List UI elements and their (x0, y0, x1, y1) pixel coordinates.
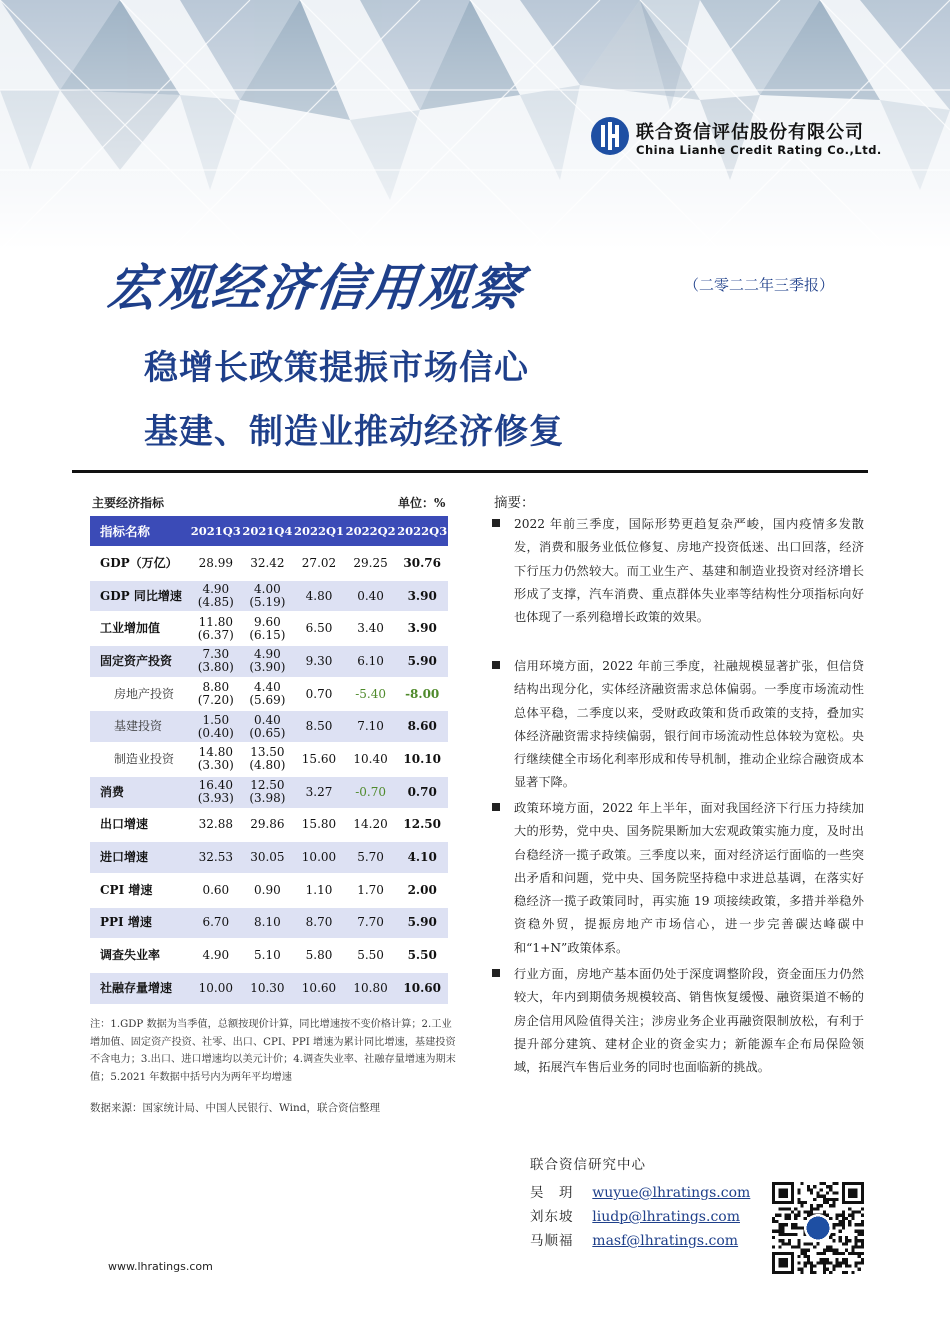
column-header: 2022Q1 (293, 516, 345, 546)
indicator-name: 房地产投资 (90, 677, 190, 710)
indicator-value (396, 775, 448, 808)
value-main: 7.10 (357, 719, 384, 734)
value-main: 4.90 (254, 647, 281, 662)
value-two-year-avg: (0.65) (249, 725, 286, 740)
indicator-value (345, 938, 397, 971)
value-two-year-avg: (3.90) (249, 660, 286, 675)
table-row (90, 709, 448, 742)
company-name-cn: 联合资信评估股份有限公司 (636, 122, 864, 143)
square-bullet-icon (492, 519, 500, 527)
indicator-value (345, 709, 397, 742)
indicator-value (190, 611, 242, 644)
indicator-value (396, 873, 448, 906)
indicator-value (396, 677, 448, 710)
indicator-value (293, 906, 345, 939)
value-main: 32.53 (198, 850, 233, 865)
value-main: 10.40 (353, 751, 388, 766)
indicator-value (345, 808, 397, 841)
indicator-value (242, 971, 294, 1004)
company-logo-icon (590, 116, 630, 156)
value-main: 2.00 (407, 882, 437, 897)
value-main: 30.05 (250, 850, 285, 865)
summary-title: 摘要： (494, 495, 535, 511)
summary-paragraph (492, 655, 864, 795)
value-main: 3.40 (357, 621, 384, 636)
contact-email-link[interactable]: masf@lhratings.com (592, 1233, 739, 1249)
value-main: 8.70 (305, 915, 333, 930)
table-row (90, 611, 448, 644)
value-two-year-avg: (3.80) (197, 660, 234, 675)
indicator-value (190, 742, 242, 775)
indicator-value (293, 579, 345, 612)
company-logo (590, 116, 880, 164)
qr-code-icon[interactable] (772, 1182, 864, 1274)
value-main: 1.50 (202, 712, 230, 727)
website-url[interactable]: www.lhratings.com (108, 1260, 213, 1273)
value-main: 0.70 (407, 784, 437, 799)
value-main: 16.40 (198, 778, 233, 793)
indicator-name: GDP 同比增速 (90, 579, 190, 612)
report-title: 宏观经济信用观察 (104, 259, 527, 317)
indicator-value (190, 579, 242, 612)
contact-person (530, 1205, 740, 1225)
indicator-value (190, 840, 242, 873)
value-main: 15.80 (301, 817, 337, 832)
value-two-year-avg: (4.85) (197, 595, 234, 610)
indicator-value (345, 873, 397, 906)
indicator-value (242, 677, 294, 710)
square-bullet-icon (492, 803, 500, 811)
indicator-value (190, 873, 242, 906)
indicator-value (396, 938, 448, 971)
contact-person (530, 1229, 738, 1249)
value-main: -8.00 (405, 686, 440, 701)
value-two-year-avg: (5.69) (249, 693, 286, 708)
indicator-value (242, 546, 294, 579)
square-bullet-icon (492, 969, 500, 977)
summary-text: 行业方面，房地产基本面仍处于深度调整阶段，资金面压力仍然较大，年内到期债务规模较高、销售恢复缓慢、融资渠道不畅的房企信用风险值得关注；涉房业务企业再融资限制放松，有利于提升部分建筑、建材企业的资金实力；新能源车企布局保险领域，拓展汽车售后业务的同时也面临新的挑战。 (514, 967, 864, 1075)
value-main: 7.30 (202, 647, 230, 662)
table-row (90, 644, 448, 677)
value-main: 30.76 (403, 555, 441, 570)
indicator-name: 固定资产投资 (90, 644, 190, 677)
value-main: 0.90 (254, 882, 281, 897)
value-main: 10.00 (198, 980, 233, 995)
value-main: 11.80 (198, 614, 233, 629)
indicator-value (396, 742, 448, 775)
indicator-value (396, 840, 448, 873)
indicator-value (242, 709, 294, 742)
indicator-name: 出口增速 (90, 808, 190, 841)
indicator-value (242, 808, 294, 841)
table-row (90, 808, 448, 841)
contact-name: 吴 玥 (530, 1185, 574, 1201)
indicator-value (190, 906, 242, 939)
contact-person (530, 1181, 750, 1201)
indicator-value (242, 579, 294, 612)
value-main: 6.50 (305, 621, 333, 636)
value-main: 5.10 (254, 948, 281, 963)
column-header: 指标名称 (90, 516, 190, 546)
value-main: 8.60 (407, 719, 437, 734)
research-center-name: 联合资信研究中心 (530, 1157, 646, 1173)
value-main: 10.60 (301, 980, 337, 995)
table-row (90, 840, 448, 873)
indicator-value (293, 742, 345, 775)
column-header: 2021Q4 (242, 516, 294, 546)
indicator-value (190, 808, 242, 841)
value-main: 7.70 (357, 915, 384, 930)
summary-text: 2022 年前三季度，国际形势更趋复杂严峻，国内疫情多发散发，消费和服务业低位修复、房地产投资低迷、出口回落，经济下行压力仍然较大。而工业生产、基建和制造业投资对经济增长形成了支撑，汽车消费、重点群体失业率等结构性分项指标向好也体现了一系列稳增长政策的效果。 (514, 517, 864, 625)
value-main: 28.99 (198, 555, 233, 570)
value-main: 5.80 (305, 948, 333, 963)
contact-name: 马顺福 (530, 1233, 574, 1249)
indicator-value (242, 840, 294, 873)
indicator-value (293, 840, 345, 873)
value-main: 27.02 (301, 555, 337, 570)
value-main: 12.50 (403, 817, 441, 832)
column-header: 2021Q3 (190, 516, 242, 546)
value-main: 5.50 (357, 948, 384, 963)
indicator-value (242, 611, 294, 644)
value-main: 10.80 (353, 980, 388, 995)
value-main: 0.60 (202, 882, 230, 897)
indicator-value (190, 775, 242, 808)
value-two-year-avg: (5.19) (249, 595, 286, 610)
value-main: 4.90 (202, 948, 230, 963)
table-notes: 注：1.GDP 数据为当季值，总额按现价计算，同比增速按不变价格计算；2.工业增加值、固定资产投资、社零、出口、CPI、PPI 增速为累计同比增速，基建投资不含电力；3.出口、进口增速均以美元计价；4.调查失业率、社融存量增速为期末值；5.2021 年数据中括号内为两年平均增速 (90, 1019, 456, 1083)
indicator-value (190, 709, 242, 742)
value-main: 32.88 (198, 817, 233, 832)
indicator-value (293, 938, 345, 971)
value-main: 1.10 (305, 882, 333, 897)
headline-primary: 稳增长政策提振市场信心 (144, 348, 529, 388)
summary-paragraph (492, 963, 864, 1079)
indicator-name: 进口增速 (90, 840, 190, 873)
table-row (90, 677, 448, 710)
value-two-year-avg: (6.15) (249, 627, 286, 642)
contact-name: 刘东坡 (530, 1209, 574, 1225)
value-main: 10.60 (403, 980, 441, 995)
indicator-value (396, 611, 448, 644)
contact-email-link[interactable]: wuyue@lhratings.com (592, 1185, 751, 1201)
value-two-year-avg: (4.80) (249, 758, 286, 773)
indicator-value (242, 873, 294, 906)
indicator-value (396, 579, 448, 612)
indicator-value (190, 677, 242, 710)
report-period: （二零二二年三季报） (684, 276, 835, 294)
indicator-value (345, 906, 397, 939)
indicator-value (293, 873, 345, 906)
indicator-value (190, 971, 242, 1004)
value-two-year-avg: (3.93) (197, 791, 234, 806)
summary-text: 信用环境方面，2022 年前三季度，社融规模显著扩张，但信贷结构出现分化，实体经济融资需求总体偏弱。一季度市场流动性总体平稳，二季度以来，受财政政策和货币政策的支持，叠加实体经济融资需求持续偏弱，银行间市场流动性总体较为宽松。央行继续健全市场化利率形成和传导机制，推动企业综合融资成本显著下降。 (514, 659, 864, 790)
indicator-value (345, 775, 397, 808)
indicator-value (345, 611, 397, 644)
value-main: 14.80 (198, 745, 233, 760)
summary-paragraph (492, 797, 864, 960)
indicator-value (293, 546, 345, 579)
summary-paragraph (492, 513, 864, 629)
indicator-name: 社融存量增速 (90, 971, 190, 1004)
indicator-name: PPI 增速 (90, 906, 190, 939)
value-main: 4.80 (305, 588, 333, 603)
value-main: 12.50 (250, 778, 285, 793)
indicator-value (293, 644, 345, 677)
column-header: 2022Q2 (345, 516, 397, 546)
value-main: 1.70 (357, 882, 384, 897)
table-row (90, 906, 448, 939)
indicator-name: 消费 (90, 775, 190, 808)
value-main: 6.70 (202, 915, 230, 930)
indicator-value (396, 906, 448, 939)
contact-email-link[interactable]: liudp@lhratings.com (592, 1209, 740, 1225)
value-main: -5.40 (355, 686, 386, 701)
table-row (90, 742, 448, 775)
square-bullet-icon (492, 661, 500, 669)
value-main: 4.00 (254, 582, 281, 597)
indicator-name: CPI 增速 (90, 873, 190, 906)
indicator-value (396, 971, 448, 1004)
value-main: -0.70 (355, 784, 386, 799)
table-row (90, 971, 448, 1004)
indicator-value (293, 775, 345, 808)
indicator-value (242, 644, 294, 677)
value-main: 10.10 (403, 751, 441, 766)
indicator-value (242, 938, 294, 971)
column-header: 2022Q3 (396, 516, 448, 546)
table-row (90, 873, 448, 906)
indicator-value (242, 906, 294, 939)
value-main: 8.80 (202, 680, 230, 695)
value-main: 0.40 (254, 712, 281, 727)
economic-indicators-table (90, 516, 448, 1004)
value-two-year-avg: (7.20) (197, 693, 234, 708)
value-two-year-avg: (0.40) (197, 725, 234, 740)
value-main: 9.60 (254, 614, 281, 629)
indicator-value (293, 709, 345, 742)
table-unit: 单位：% (398, 496, 446, 510)
value-main: 5.70 (357, 850, 384, 865)
value-main: 29.25 (353, 555, 388, 570)
table-row (90, 938, 448, 971)
value-main: 3.90 (407, 621, 437, 636)
value-main: 4.40 (254, 680, 281, 695)
indicator-name: 调查失业率 (90, 938, 190, 971)
indicator-value (293, 677, 345, 710)
indicator-value (396, 546, 448, 579)
indicator-value (345, 677, 397, 710)
value-main: 32.42 (250, 555, 285, 570)
value-main: 9.30 (305, 653, 333, 668)
value-main: 0.40 (357, 588, 384, 603)
value-main: 3.27 (305, 784, 333, 799)
indicator-value (396, 709, 448, 742)
value-main: 15.60 (301, 751, 337, 766)
value-main: 5.90 (407, 915, 437, 930)
table-row (90, 579, 448, 612)
indicator-value (345, 644, 397, 677)
company-name-en: China Lianhe Credit Rating Co.,Ltd. (636, 143, 882, 157)
indicator-value (345, 971, 397, 1004)
indicator-name: 工业增加值 (90, 611, 190, 644)
value-main: 6.10 (357, 653, 384, 668)
value-main: 4.10 (407, 850, 437, 865)
indicator-value (190, 644, 242, 677)
indicator-value (345, 840, 397, 873)
data-source: 数据来源：国家统计局、中国人民银行、Wind，联合资信整理 (90, 1102, 380, 1114)
indicator-value (190, 546, 242, 579)
header-banner (0, 0, 950, 250)
table-header-row (90, 516, 448, 546)
value-main: 3.90 (407, 588, 437, 603)
indicator-name: 制造业投资 (90, 742, 190, 775)
indicator-value (396, 808, 448, 841)
value-main: 0.70 (305, 686, 333, 701)
indicator-name: GDP（万亿） (90, 546, 190, 579)
value-main: 14.20 (353, 817, 388, 832)
value-main: 4.90 (202, 582, 230, 597)
value-main: 29.86 (250, 817, 285, 832)
value-main: 10.00 (301, 850, 337, 865)
value-main: 8.10 (254, 915, 281, 930)
table-row (90, 546, 448, 579)
value-main: 13.50 (250, 745, 285, 760)
indicator-value (345, 742, 397, 775)
indicator-value (345, 546, 397, 579)
table-caption: 主要经济指标 (92, 496, 165, 510)
indicator-value (345, 579, 397, 612)
indicator-value (293, 611, 345, 644)
indicator-value (242, 742, 294, 775)
value-two-year-avg: (3.30) (197, 758, 234, 773)
summary-text: 政策环境方面，2022 年上半年，面对我国经济下行压力持续加大的形势，党中央、国务院果断加大宏观政策实施力度，及时出台稳经济一揽子政策。三季度以来，面对经济运行面临的一些突出矛盾和问题，党中央、国务院坚持稳中求进总基调，在落实好稳经济一揽子政策同时，再实施 19 项接续政策，多措并举稳外资稳外贸，提振房地产市场信心，进一步完善碳达峰碳中和“1+N”政策体系。 (514, 801, 864, 955)
section-divider (72, 470, 868, 473)
indicator-value (293, 971, 345, 1004)
indicator-value (293, 808, 345, 841)
table-row (90, 775, 448, 808)
indicator-value (242, 775, 294, 808)
value-main: 10.30 (250, 980, 285, 995)
value-main: 5.50 (407, 948, 437, 963)
value-main: 5.90 (407, 653, 437, 668)
indicator-name: 基建投资 (90, 709, 190, 742)
value-two-year-avg: (3.98) (249, 791, 286, 806)
indicator-value (396, 644, 448, 677)
headline-secondary: 基建、制造业推动经济修复 (144, 412, 564, 452)
value-two-year-avg: (6.37) (197, 627, 234, 642)
indicator-value (190, 938, 242, 971)
value-main: 8.50 (305, 719, 333, 734)
